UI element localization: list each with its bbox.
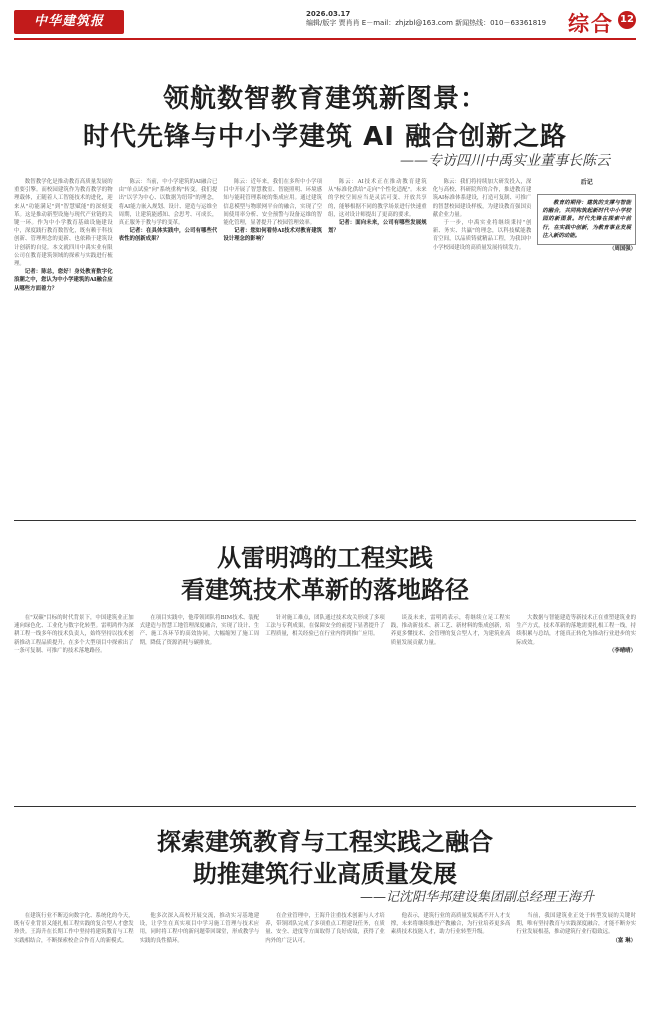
article3-body [14, 912, 636, 1016]
article2-column [14, 614, 134, 794]
article1-paragraph: 陈云：近年来，我们在多所中小学项目中开展了智慧教室、智能照明、环境感知与能耗管理系统的集成应用。通过建筑信息模型与物联网平台的融合，实现了空间使用率分析、安全预警与设备运维的智能化管理，显著提升了校园管理效率。 [223, 179, 323, 227]
article1-column [14, 178, 113, 508]
article1-column [433, 178, 532, 508]
article1-body [14, 178, 636, 508]
editor-line: 编辑/版字 贾肖肖 E－mail：zhjzbl@163.com 新闻热线：010－63361819 [306, 19, 547, 27]
interview-question: 记者：面向未来，公司有哪些发展规划？ [328, 220, 427, 235]
article3-title-line1: 探索建筑教育与工程实践之融合 [157, 828, 493, 856]
newspaper-logo [14, 10, 124, 34]
article1-title-line1: 领航数智教育建筑新图景： [162, 84, 487, 114]
article2-title-line1: 从雷明鸿的工程实践 [217, 544, 433, 572]
postscript-text: 教育的期待：建筑的支撑与智能的融合，共同构筑起新时代中小学校园的新图景。时代先锋在探索中前行，在实践中创新，为教育事业发展注入新的动能。 [542, 200, 632, 239]
postscript-box [537, 194, 636, 245]
article1-paragraph: 数智教学化是推动教育高质量发展的重要引擎。而校园建筑作为教育教学的物理载体，正随着人工智能技术的进化，迎来从"功能满足"到"智慧赋能"的深刻变革。这是推动新型设施与现代产业链的关键一环。作为中小学教育基础设施建设中，深度践行教育数智化，既有赖于科技创新、管理理念的更新、也依赖于建筑设计创新的自觉。本文就四川中禹实业有限公司在教育建筑领域的探索与实践进行梳理。 [14, 179, 113, 268]
article2-title-line2: 看建筑技术革新的落地路径 [181, 576, 469, 604]
article3-paragraph: 在建筑行业不断迈向数字化、系统化的今天，既有专业背景又能扎根工程实践的复合型人才愈发珍贵。王海升在长期工作中坚持将建筑教育与工程实践相结合，不断探索校企合作育人的新模式。 [14, 913, 134, 944]
article3-paragraph: 在企业管理中，王海升注重技术创新与人才培养，带领团队完成了多项重点工程建设任务，在质量、安全、进度等方面取得了良好成绩，获得了业内外的广泛认可。 [265, 913, 385, 944]
article1-title-line2: 时代先锋与中小学建筑 AI 融合创新之路 [83, 122, 567, 152]
article2-column [265, 614, 385, 794]
article1-column [119, 178, 218, 508]
interview-question: 记者：在具体实践中，公司有哪些代表性的创新成果？ [118, 228, 218, 243]
article3-title-line2: 助推建筑行业高质量发展 [193, 860, 457, 888]
article2-author: （李晴晴） [609, 647, 636, 654]
article2-paragraph: 针对施工难点，团队通过技术攻关形成了多项工法与专利成果，在保障安全的前提下显著提升了工程质量，相关经验已在行业内得到推广应用。 [265, 615, 385, 638]
article2-paragraph: 谈及未来，雷明鸿表示，将继续立足工程实践，推动新技术、新工艺、新材料的集成创新，培养更多懂技术、会管理的复合型人才，为建筑业高质量发展贡献力量。 [390, 615, 511, 646]
postscript-title: 后记 [580, 179, 593, 186]
section-divider [14, 520, 636, 521]
article1-paragraph: 陈云：我们将持续加大研发投入，深化与高校、科研院所的合作，推进教育建筑AI标准体系建设，打造可复制、可推广的智慧校园建设样板，为建设教育强国贡献企业力量。 [432, 179, 532, 218]
article3-column [14, 912, 134, 1016]
article2-column [140, 614, 260, 794]
logo-text: 中华建筑报 [33, 14, 104, 29]
article1-subtitle: ——专访四川中禹实业董事长陈云 [400, 153, 610, 169]
article2-column [391, 614, 511, 794]
article2-paragraph: 大数据与智能建造等新技术正在重塑建筑业的生产方式，技术革新的落地需要扎根工程一线，持续积累与总结，才能真正转化为推动行业进步的实际成效。 [516, 615, 636, 646]
article1-paragraph: 陈云：当前，中小学建筑的AI融合已由"单点试验"向"系统重构"转变。我们提出"以学为中心、以数据为纽带"的理念，将AI能力嵌入规划、设计、建造与运维全周期，让建筑能感知、会思考、可成长，真正服务于教与学的变革。 [118, 179, 218, 227]
section-name: 综合 [568, 12, 614, 36]
masthead-meta [306, 10, 546, 28]
article3-paragraph: 他多次深入高校开展交流，推动实习基地建设，让学生在真实项目中学习施工管理与技术应用，同时将工程中的新问题带回课堂，形成教学与实践的良性循环。 [139, 913, 260, 944]
article3-column [516, 912, 636, 1016]
article1-column [537, 178, 636, 508]
article2-column [516, 614, 636, 794]
article1-column [223, 178, 322, 508]
article3-author: （富 琳） [612, 937, 636, 944]
article1-author: （周国强） [609, 246, 637, 253]
article1-paragraph: 陈云：AI技术正在推动教育建筑从"标准化供给"走向"个性化适配"。未来的学校空间应当是灵活可变、开放共享的，能够根据不同的教学场景进行快速重组，这对设计师提出了更高的要求。 [328, 179, 427, 218]
article2-paragraph: 在项目实践中，他带领团队将BIM技术、装配式建造与智慧工地管理深度融合，实现了设计、生产、施工各环节的高效协同，大幅缩短了施工周期，降低了资源消耗与碳排放。 [139, 615, 260, 646]
page-number: 12 [618, 11, 636, 29]
article3-paragraph: 当前，我国建筑业正处于转型发展的关键时期，唯有坚持教育与实践深度融合，才能不断夯实行业发展根基，推动建筑行业行稳致远。 [516, 913, 636, 936]
article3-column [391, 912, 511, 1016]
issue-date: 2026.03.17 [306, 10, 351, 18]
article3-subtitle: ——记沈阳华邦建设集团副总经理王海升 [359, 890, 594, 905]
interview-question: 记者：陈总，您好！身处教育数字化浪潮之中，您认为中小学建筑的AI融合应从哪些方面着力？ [14, 269, 113, 292]
article1-paragraph: 于一步，中禹实业将继续秉持"创新、务实、共赢"的理念，以科技赋能教育空间，以品质铸就精品工程，为我国中小学校园建设的高质量发展持续发力。 [432, 220, 532, 251]
article3-column [265, 912, 385, 1016]
article1-column [328, 178, 427, 508]
article2-paragraph: 在"双碳"目标的时代背景下，中国建筑业正加速向绿色化、工业化与数字化转型。雷明鸿作为深耕工程一线多年的技术负责人，始终坚持以技术创新推动工程品质提升，在多个大型项目中探索出了一条可复制、可推广的技术落地路径。 [14, 615, 134, 654]
article2-body [14, 614, 636, 794]
article3-paragraph: 他表示，建筑行业的高质量发展离不开人才支撑，未来将继续推进产教融合，为行业培养更多高素质技术技能人才，助力行业转型升级。 [390, 913, 511, 936]
article3-column [140, 912, 260, 1016]
masthead [14, 8, 636, 40]
section-divider [14, 806, 636, 807]
interview-question: 记者：您如何看待AI技术对教育建筑设计理念的影响？ [223, 228, 323, 243]
